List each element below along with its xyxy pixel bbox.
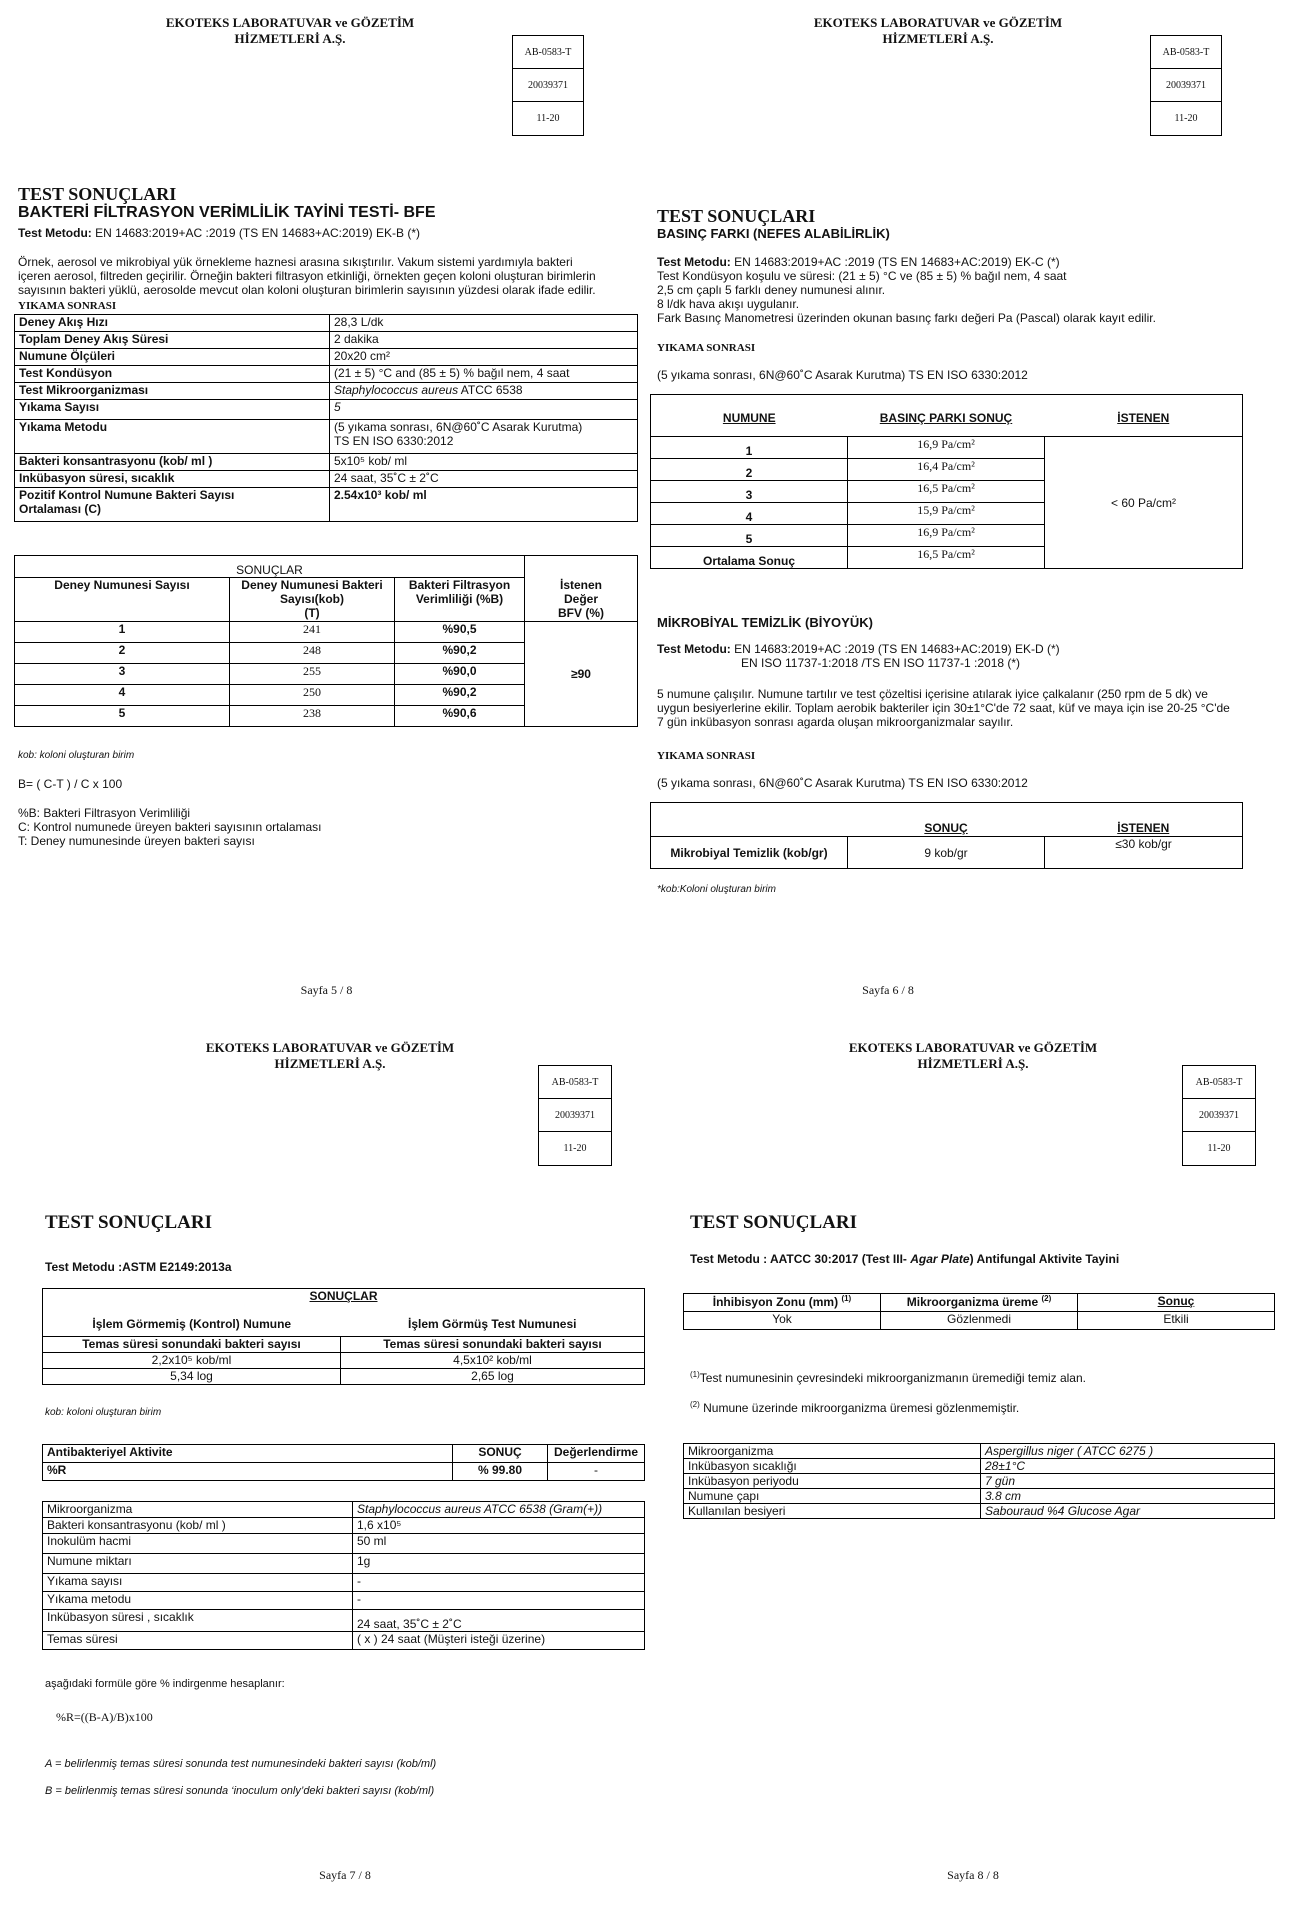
table-row: Yıkama metodu - [43,1592,645,1610]
test-subtitle: BASINÇ FARKI (NEFES ALABİLİRLİK) [657,226,890,241]
table-row: 5,34 log 2,65 log [43,1369,645,1385]
table-row: 2 248 %90,2 [15,643,638,664]
table-row: Inkübasyon periyodu 7 gün [684,1474,1275,1489]
table-row: 2 16,4 Pa/cm² [651,459,1243,481]
test-description: Örnek, aerosol ve mikrobiyal yük örnekleme haznesi arasına sıkıştırılır. Vakum sistemi yardımıyla bakteri içeren aerosol, filtreden geçirilir. Örneğin bakteri filtrasyon etkinliği, örnekten geçen koloni oluşturan birimlerin sayısının bakteri yüklü, aerosolde mevcut olan koloni oluşturan birimlerin sayısının yüzdesi olarak ifade edilir. [18,255,596,297]
table-row: Mikrobiyal Temizlik (kob/gr) 9 kob/gr ≤30 kob/gr [651,837,1243,869]
table-row: 5 16,9 Pa/cm² [651,525,1243,547]
wash-header: YIKAMA SONRASI [657,750,756,762]
page-5 [0,0,653,997]
table-row: Yok Gözlenmedi Etkili [684,1312,1275,1330]
page-7 [0,1010,653,1920]
bfe-results-table: SONUÇLAR Deney Numunesi Sayısı Deney Numunesi Bakteri Sayısı(kob) (T) Bakteri Filtrasyon Verimliliği (%B) İstenen Değer BFV (%) 1 241 %90,5 ≥90 2 248 %90,2 3 255 %90,0 4 250 %90,2 5 238 %90,6 [14,555,638,727]
table-row: 4 15,9 Pa/cm² [651,503,1243,525]
page-8: EKOTEKS LABORATUVAR ve GÖZETİM HİZMETLERİ A.Ş. AB-0583-T 20039371 11-20 TEST SONUÇLARI Test Metodu : AATCC 30:2017 (Test III- Agar Plate) Antifungal Aktivite Tayini İnhibisyon Zonu (mm) $^{(1)}$ Mikroorganizma üreme $^{(2)}$ Sonuç Yok Gözlenmedi Etkili $^{(1)}$Test numunesinin çevresindeki mikroorganizmanın üremediği temiz alan. $^{(2)}$ Numune üzerinde mikroorganizma üremesi gözlenmemiştir. Mikroorganizma Aspergillus niger ( ATCC 6275 ) Inkübasyon sıcaklığı 28±1°C Inkübasyon periyodu 7 gün Numune çapı 3.8 cm Kullanılan besiyeri Sabouraud %4 Glucose Agar Sayfa 8 / 8 [653,1010,1306,1920]
table-row: 1 241 %90,5 ≥90 [15,622,638,643]
formula-intro: aşağıdaki formüle göre % indirgenme hesaplanır: [45,1678,285,1690]
test-details-table [42,1501,645,1650]
parameters-table: Deney Akış Hızı 28,3 L/dk Toplam Deney Akış Süresi 2 dakika Numune Ölçüleri 20x20 cm² Test Kondüsyon (21 ± 5) °C and (85 ± 5) % bağıl nem, 4 saat Test Mikroorganizması Staphylococcus aureus ATCC 6538 Yıkama Sayısı 5 Yıkama Metodu (5 yıkama sonrası, 6N@60˚C Asarak Kurutma) TS EN ISO 6330:2012 Bakteri konsantrasyonu (kob/ ml ) 5x10⁵ kob/ ml Inkübasyon süresi, sıcaklık 24 saat, 35˚C ± 2˚C Pozitif Kontrol Numune Bakteri Sayısı Ortalaması (C) 2.54x10³ kob/ ml [14,314,638,522]
page-number: Sayfa 8 / 8 [947,1868,999,1882]
test-subtitle: BAKTERİ FİLTRASYON VERİMLİLİK TAYİNİ TESTİ- BFE [18,204,436,221]
pressure-table: NUMUNE BASINÇ PARKI SONUÇ İSTENEN 1 16,9 Pa/cm² < 60 Pa/cm² 2 16,4 Pa/cm² 3 16,5 Pa/cm² 4 15,9 Pa/cm² 5 16,9 Pa/cm² Ortalama Sonuç 16,5 Pa/cm² [650,394,1243,569]
table-row: Ortalama Sonuç 16,5 Pa/cm² [651,547,1243,569]
table-row: Numune miktarı 1g [43,1554,645,1574]
table-row: Mikroorganizma Staphylococcus aureus ATCC 6538 (Gram(+)) [43,1502,645,1518]
table-row: 1 16,9 Pa/cm² < 60 Pa/cm² [651,437,1243,459]
table-row: Inkübasyon süresi , sıcaklık 24 saat, 35˚C ± 2˚C [43,1610,645,1632]
wash-method: (5 yıkama sonrası, 6N@60˚C Asarak Kurutma) TS EN ISO 6330:2012 [657,776,1028,790]
page-number: Sayfa 5 / 8 [300,983,353,997]
method-label: Test Metodu: [18,226,92,240]
required-value: < 60 Pa/cm² [1045,437,1243,569]
results-header: SONUÇLAR [15,556,525,578]
page-title: TEST SONUÇLARI [657,206,816,226]
document-code-box: AB-0583-T 20039371 11-20 [1182,1065,1256,1166]
table-row: %R % 99.80 - [43,1463,645,1481]
page-number: Sayfa 6 / 8 [862,983,914,997]
reduction-formula: %R=((B-A)/B)x100 [56,1710,153,1724]
table-row: 3 255 %90,0 [15,664,638,685]
report-date: 11-20 [536,113,560,124]
wash-method: (5 yıkama sonrası, 6N@60˚C Asarak Kurutma) TS EN ISO 6330:2012 [657,368,1028,382]
document-code-box [512,35,584,136]
page-title: TEST SONUÇLARI [18,184,177,204]
activity-table: Antibakteriyel Aktivite SONUÇ Değerlendirme %R % 99.80 - [42,1444,645,1481]
wash-header: YIKAMA SONRASI [657,342,756,354]
page-number: Sayfa 7 / 8 [319,1868,371,1882]
footnote-2: Numune üzerinde mikroorganizma üremesi gözlenmemiştir. [699,1401,1020,1415]
company-name: EKOTEKS LABORATUVAR ve GÖZETİM HİZMETLERİ A.Ş. [205,1040,455,1071]
page-6 [653,0,1306,997]
table-row: 5 238 %90,6 [15,706,638,727]
footnote-1: Test numunesinin çevresindeki mikroorganizmanın üremediği temiz alan. [699,1371,1086,1385]
company-name: EKOTEKS LABORATUVAR ve GÖZETİM HİZMETLERİ A.Ş. [848,1040,1098,1071]
kob-note: kob: koloni oluşturan birim [45,1407,162,1418]
table-row: 2,2x10⁵ kob/ml 4,5x10² kob/ml [43,1353,645,1369]
table-row: 3 16,5 Pa/cm² [651,481,1243,503]
method: Test Metodu :ASTM E2149:2013a [45,1260,232,1274]
kob-note: kob: koloni oluşturan birim [18,750,135,761]
table-row: Temas süresi ( x ) 24 saat (Müşteri isteği üzerine) [43,1632,645,1650]
required-value: ≥90 [525,622,638,727]
company-name [150,15,430,47]
document-code-box: AB-0583-T 20039371 11-20 [1150,35,1222,136]
table-row: Bakteri konsantrasyonu (kob/ ml ) 1,6 x10⁵ [43,1518,645,1534]
table-row: Inkübasyon sıcaklığı 28±1°C [684,1459,1275,1474]
document-code-box: AB-0583-T 20039371 11-20 [538,1065,612,1166]
formula-legend: %B: Bakteri Filtrasyon Verimliliği C: Kontrol numunede üreyen bakteri sayısının ortalaması T: Deney numunesinde üreyen bakteri sayısı [18,806,322,848]
microbial-description: 5 numune çalışılır. Numune tartılır ve test çözeltisi içerisine atılarak iyice çalkalanır (250 rpm de 5 dk) ve uygun besiyerlerine ekilir. Toplam aerobik bakteriler için 30±1°C'de 72 saat, küf ve maya için ise 20-25 °C'de 7 gün inkübasyon sonrası agarda oluşan mikroorganizmalar sayılır. [657,687,1230,729]
company-line-2: HİZMETLERİ A.Ş. [234,31,346,46]
bfe-formula: B= ( C-T ) / C x 100 [18,777,123,791]
kob-note: *kob:Koloni oluşturan birim [657,884,776,895]
company-name: EKOTEKS LABORATUVAR ve GÖZETİM HİZMETLERİ A.Ş. [813,15,1063,46]
wash-header: YIKAMA SONRASI [18,300,117,312]
table-row: Kullanılan besiyeri Sabouraud %4 Glucose Agar [684,1504,1275,1519]
table-row: Numune çapı 3.8 cm [684,1489,1275,1504]
microbial-table: SONUÇ İSTENEN Mikrobiyal Temizlik (kob/gr) 9 kob/gr ≤30 kob/gr [650,802,1243,869]
table-row: 4 250 %90,2 [15,685,638,706]
table-row: Yıkama sayısı - [43,1574,645,1592]
page-title: TEST SONUÇLARI [690,1212,858,1233]
test-description: Test Metodu: EN 14683:2019+AC :2019 (TS EN 14683+AC:2019) EK-C (*) Test Kondüsyon koşulu ve süresi: (21 ± 5) °C ve (85 ± 5) % bağıl nem, 4 saat 2,5 cm çaplı 5 farklı deney numunesi alınır. 8 l/dk hava akışı uygulanır. Fark Basınç Manometresi üzerinden okunan basınç farkı değeri Pa (Pascal) olarak kayıt edilir. [657,255,1156,325]
company-line-1: EKOTEKS LABORATUVAR ve GÖZETİM [165,15,415,30]
page-title: TEST SONUÇLARI [45,1212,213,1233]
definition-a: A = belirlenmiş temas süresi sonunda test numunesindeki bakteri sayısı (kob/ml) [45,1758,437,1770]
report-code: AB-0583-T [513,36,583,69]
definition-b: B = belirlenmiş temas süresi sonunda ‘inoculum only’deki bakteri sayısı (kob/ml) [45,1785,435,1797]
microbial-title: MİKROBİYAL TEMİZLİK (BİYOYÜK) [657,615,873,630]
method-value: EN 14683:2019+AC :2019 (TS EN 14683+AC:2019) EK-B (*) [95,226,420,240]
antibacterial-results-table: SONUÇLAR İşlem Görmemiş (Kontrol) Numune İşlem Görmüş Test Numunesi Temas süresi sonundaki bakteri sayısı Temas süresi sonundaki bakteri sayısı 2,2x10⁵ kob/ml 4,5x10² kob/ml 5,34 log 2,65 log [42,1288,645,1385]
table-row: Mikroorganizma Aspergillus niger ( ATCC 6275 ) [684,1444,1275,1459]
report-number: 20039371 [513,69,583,102]
results-header: SONUÇLAR [43,1289,645,1307]
antifungal-details-table [683,1443,1275,1519]
antifungal-table: İnhibisyon Zonu (mm) $^{(1)}$ Mikroorganizma üreme $^{(2)}$ Sonuç Yok Gözlenmedi Etkili [683,1293,1275,1330]
table-row: Inokulüm hacmi 50 ml [43,1534,645,1554]
microbial-method: Test Metodu: EN 14683:2019+AC :2019 (TS EN 14683+AC:2019) EK-D (*) EN ISO 11737-1:2018 /TS EN ISO 11737-1 :2018 (*) [657,642,1060,670]
